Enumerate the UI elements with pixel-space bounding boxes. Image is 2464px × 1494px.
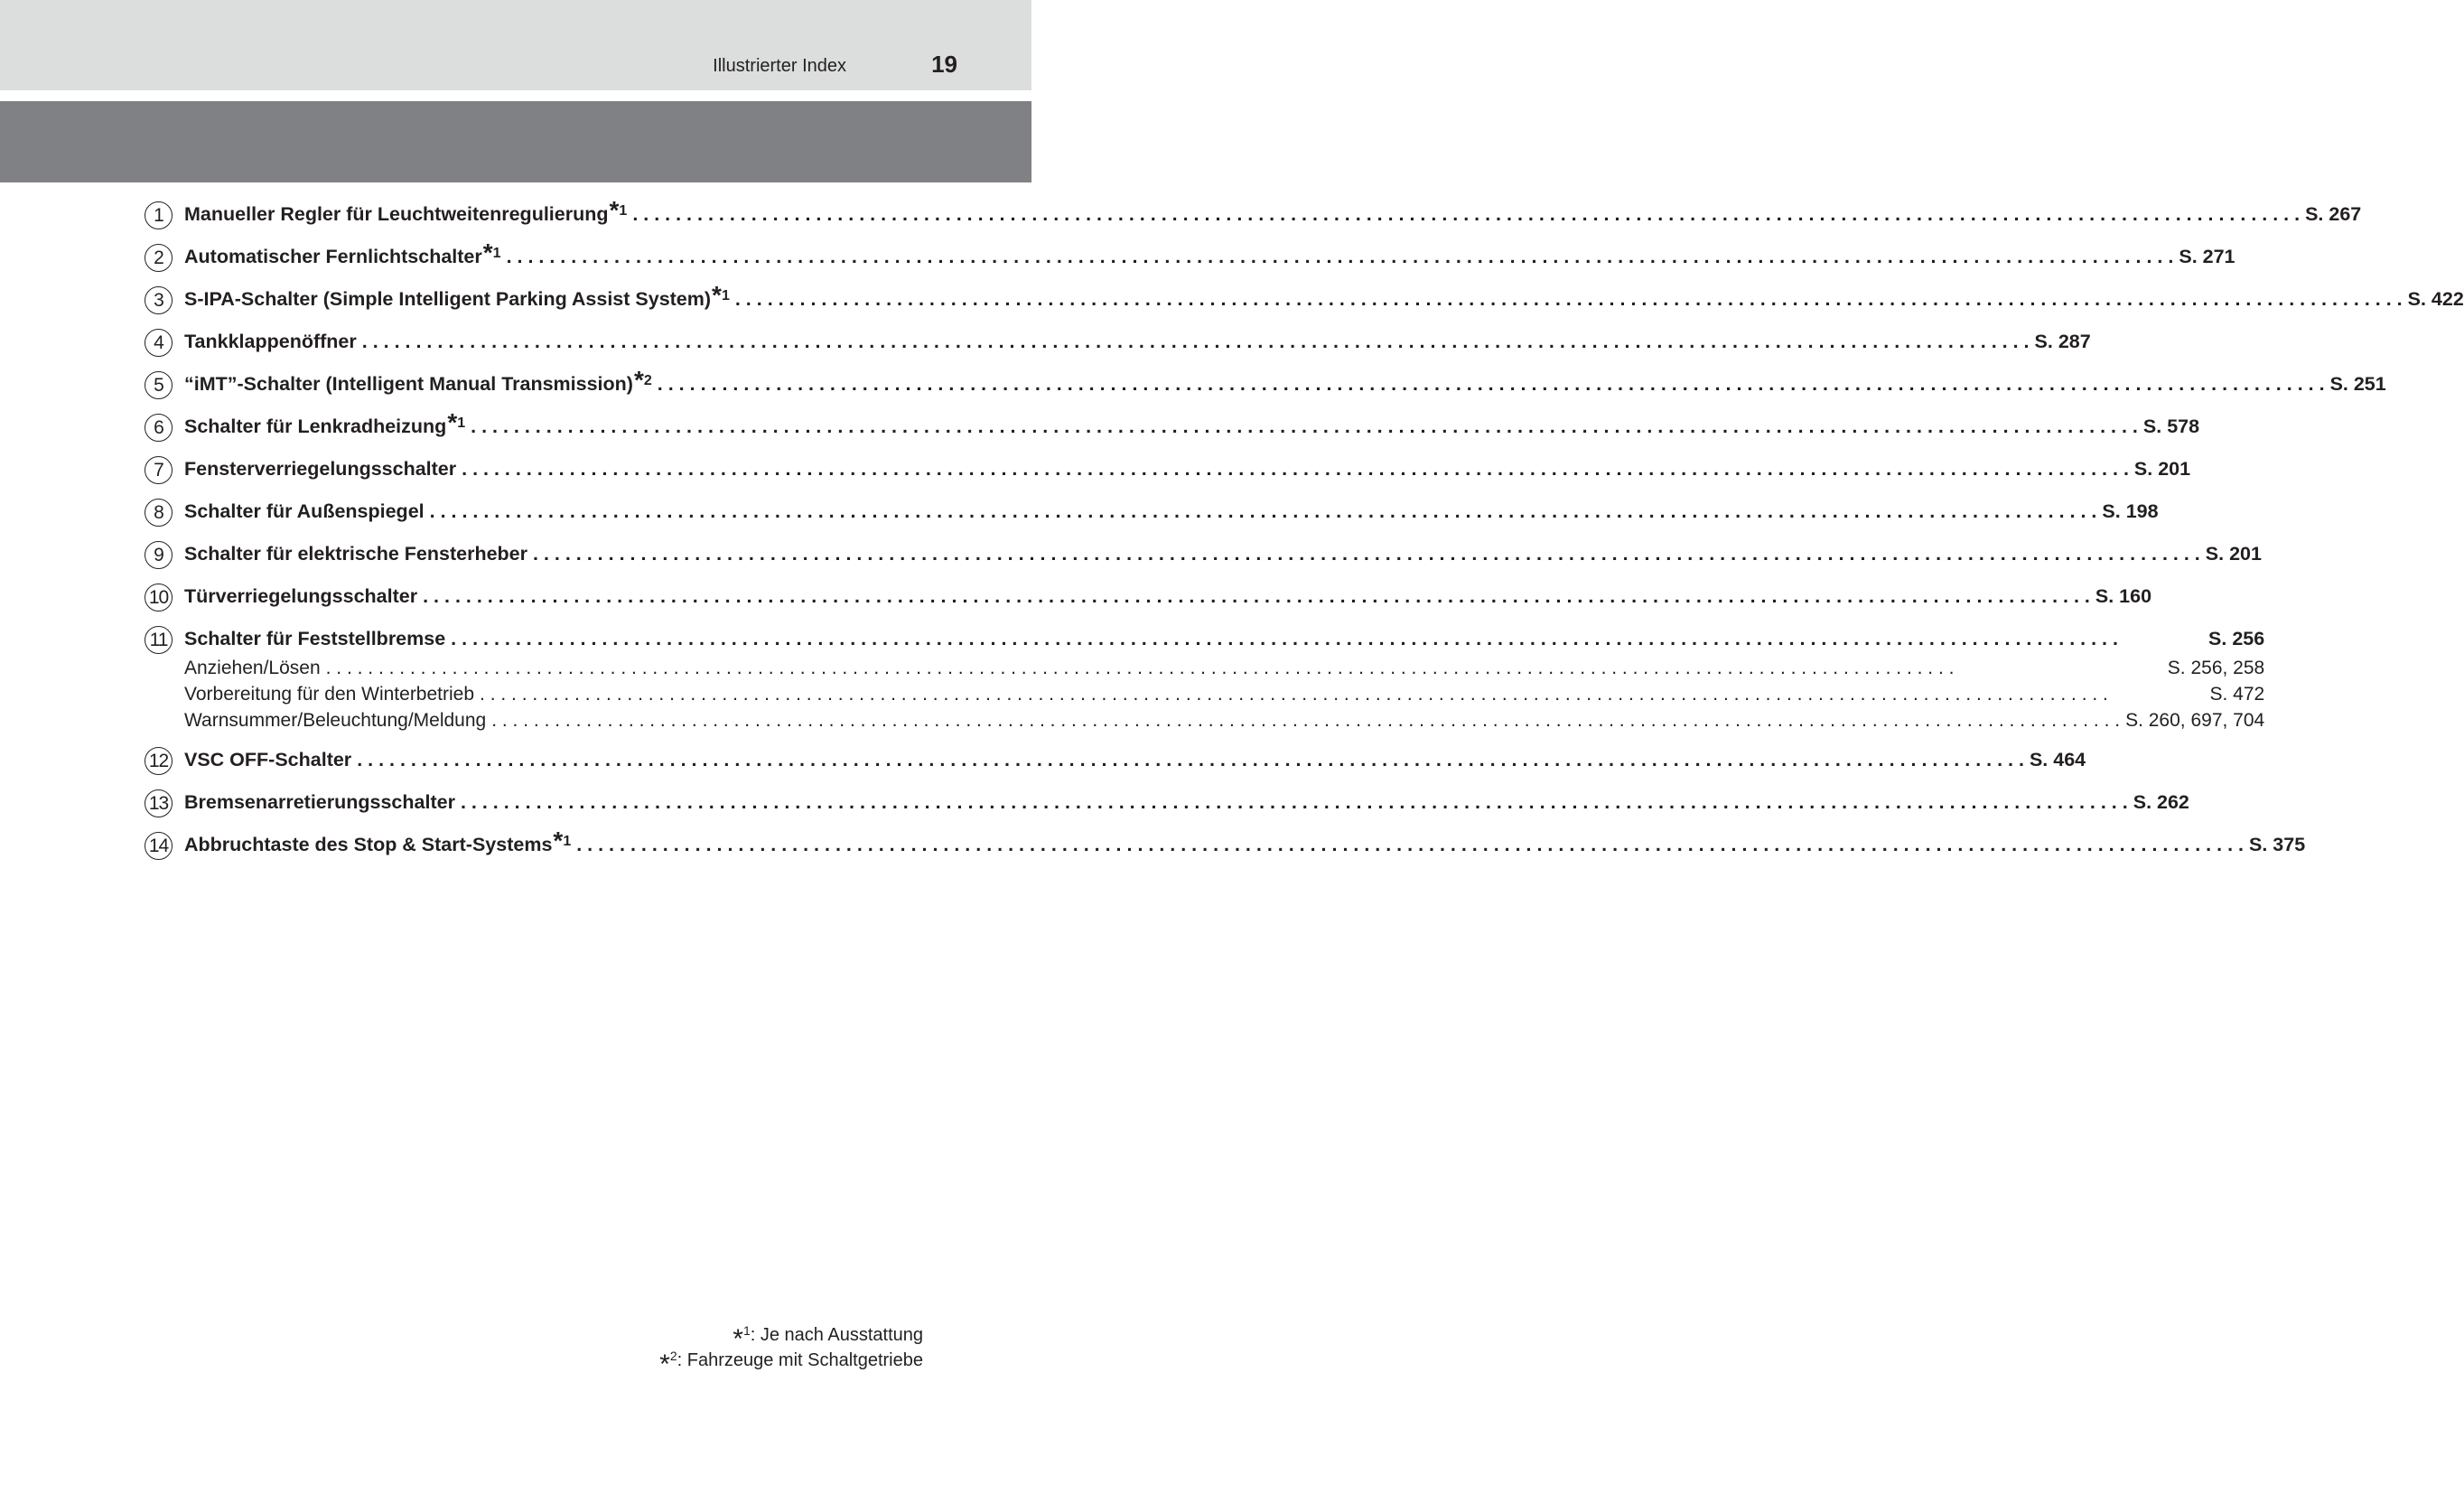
- entry-label-text: Türverriegelungsschalter: [184, 585, 418, 607]
- sub-entry[interactable]: [184, 655, 2264, 681]
- entry-label: [184, 538, 527, 570]
- entry-body: [184, 326, 2091, 358]
- page-reference[interactable]: S. 472: [2209, 684, 2265, 705]
- dot-leader: [430, 496, 2097, 528]
- entry-label-text: Automatischer Fernlichtschalter: [184, 246, 482, 267]
- dot-leader: [362, 326, 2030, 358]
- index-entry[interactable]: [145, 408, 2200, 443]
- sub-entry-label: Anziehen/Lösen: [184, 658, 321, 678]
- footnote-number: 1: [492, 246, 501, 261]
- index-entry[interactable]: [145, 787, 2189, 818]
- entry-label: [184, 581, 417, 612]
- entry-line: [184, 453, 2190, 485]
- entry-label-text: Abbruchtaste des Stop & Start-Systems: [184, 834, 553, 855]
- index-entry[interactable]: [145, 238, 2235, 273]
- index-entry[interactable]: [145, 826, 2306, 861]
- page-reference[interactable]: S. 160: [2095, 585, 2152, 607]
- index-entry[interactable]: [145, 196, 2362, 230]
- footnote-number: 1: [619, 203, 628, 219]
- entry-label-text: “iMT”-Schalter (Intelligent Manual Transmission): [184, 373, 633, 395]
- entry-line: [184, 787, 2189, 818]
- page-reference[interactable]: S. 422: [2407, 288, 2464, 310]
- page-reference[interactable]: S. 287: [2034, 331, 2091, 352]
- entry-line: [184, 326, 2091, 358]
- entry-label-text: Tankklappenöffner: [184, 331, 357, 352]
- asterisk-icon: *: [712, 281, 722, 309]
- index-entry[interactable]: [145, 744, 2086, 776]
- entry-line: [184, 408, 2200, 443]
- entry-label: [184, 787, 455, 818]
- entry-body: [184, 496, 2159, 528]
- entry-line: [184, 496, 2159, 528]
- footnote-marker: [482, 238, 501, 266]
- index-entry[interactable]: [145, 453, 2191, 485]
- callout-number: 7: [145, 456, 173, 484]
- dot-leader: [471, 411, 2138, 443]
- callout-number: 1: [145, 201, 173, 229]
- sub-entry-label: Warnsummer/Beleuchtung/Meldung: [184, 710, 487, 731]
- entry-body: [184, 453, 2190, 485]
- section-banner: [0, 101, 1031, 182]
- footnote-number: 1: [742, 1323, 751, 1338]
- callout-number: 11: [145, 626, 173, 654]
- page-reference[interactable]: S. 464: [2029, 749, 2086, 770]
- entry-label: [184, 366, 652, 400]
- entry-label-text: Schalter für elektrische Fensterheber: [184, 543, 527, 565]
- entry-body: [184, 408, 2200, 443]
- callout-number: 9: [145, 541, 173, 569]
- callout-number: 13: [145, 789, 173, 817]
- index-entry[interactable]: [145, 326, 2091, 358]
- index-entry[interactable]: [145, 281, 2464, 315]
- footnotes: [659, 1322, 923, 1379]
- asterisk-icon: *: [633, 366, 644, 394]
- footnote-marker: [553, 826, 572, 854]
- callout-number: 14: [145, 832, 173, 860]
- entry-line: [184, 238, 2235, 273]
- dot-leader: [533, 538, 2200, 570]
- asterisk-icon: *: [733, 1324, 743, 1354]
- footnote-number: 2: [643, 373, 652, 388]
- header-gap: [0, 90, 1031, 101]
- callout-number: 5: [145, 371, 173, 399]
- entry-label: [184, 408, 466, 443]
- footnote: [659, 1348, 923, 1379]
- page-reference[interactable]: S. 198: [2102, 500, 2159, 522]
- entry-body: [184, 826, 2306, 861]
- entry-label-text: Fensterverriegelungsschalter: [184, 458, 457, 480]
- entry-line: [184, 826, 2306, 861]
- page-reference[interactable]: S. 375: [2249, 834, 2306, 855]
- entry-label: [184, 496, 425, 528]
- entry-line: [184, 196, 2362, 230]
- asterisk-icon: *: [482, 238, 493, 266]
- callout-number: 4: [145, 329, 173, 357]
- page-number: 19: [931, 51, 957, 78]
- dot-leader: [576, 829, 2244, 861]
- footnote-number: 1: [457, 416, 466, 431]
- entry-label-text: VSC OFF-Schalter: [184, 749, 352, 770]
- footnote-text: : Je nach Ausstattung: [750, 1325, 923, 1345]
- entry-label-text: Manueller Regler für Leuchtweitenregulierung: [184, 203, 609, 225]
- page-reference[interactable]: S. 201: [2205, 543, 2262, 565]
- entry-label: [184, 281, 730, 315]
- index-entry[interactable]: [145, 538, 2262, 570]
- entry-label: [184, 196, 628, 230]
- callout-number: 12: [145, 747, 173, 775]
- index-list: [145, 196, 2464, 872]
- footnote-marker: [633, 366, 652, 394]
- page-reference[interactable]: S. 267: [2305, 203, 2362, 225]
- page-reference[interactable]: S. 256: [2208, 628, 2265, 649]
- dot-leader: [632, 199, 2300, 230]
- page-reference[interactable]: S. 201: [2133, 458, 2191, 480]
- page-reference[interactable]: S. 251: [2329, 373, 2386, 395]
- entry-label: [184, 744, 351, 776]
- asterisk-icon: *: [659, 1349, 670, 1379]
- index-entry[interactable]: [145, 496, 2159, 528]
- entry-label-text: Bremsenarretierungsschalter: [184, 791, 455, 813]
- entry-body: [184, 538, 2262, 570]
- footnote-number: 1: [721, 288, 730, 303]
- dot-leader: [357, 744, 2024, 776]
- entry-body: [184, 196, 2362, 230]
- dot-leader: [480, 681, 2204, 707]
- entry-line: [184, 581, 2151, 612]
- entry-body: [184, 366, 2386, 400]
- dot-leader: [491, 707, 2120, 733]
- entry-line: [184, 281, 2464, 315]
- dot-leader: [735, 284, 2403, 315]
- entry-label: [184, 623, 445, 655]
- footnote: [659, 1322, 923, 1354]
- entry-label: [184, 453, 456, 485]
- entry-body: [184, 281, 2464, 315]
- sub-entry[interactable]: [184, 681, 2264, 707]
- page-reference[interactable]: S. 271: [2179, 246, 2235, 267]
- callout-number: 2: [145, 244, 173, 272]
- entry-line: [184, 623, 2264, 655]
- page-reference[interactable]: S. 262: [2133, 791, 2189, 813]
- entry-line: [184, 538, 2262, 570]
- entry-body: [184, 581, 2151, 612]
- asterisk-icon: *: [553, 826, 564, 854]
- entry-label: [184, 826, 572, 861]
- page-reference[interactable]: S. 260, 697, 704: [2125, 710, 2265, 731]
- dot-leader: [507, 241, 2174, 273]
- asterisk-icon: *: [609, 196, 620, 224]
- asterisk-icon: *: [447, 408, 458, 436]
- index-entry[interactable]: [145, 581, 2152, 612]
- callout-number: 3: [145, 286, 173, 314]
- entry-label-text: Schalter für Außenspiegel: [184, 500, 425, 522]
- callout-number: 8: [145, 499, 173, 527]
- entry-body: [184, 623, 2264, 733]
- entry-line: [184, 366, 2386, 400]
- entry-label-text: S-IPA-Schalter (Simple Intelligent Parking Assist System): [184, 288, 712, 310]
- entry-label: [184, 326, 357, 358]
- footnote-text: : Fahrzeuge mit Schaltgetriebe: [677, 1350, 923, 1370]
- page-reference[interactable]: S. 256, 258: [2167, 658, 2265, 678]
- header-band: [0, 0, 1031, 90]
- entry-line: [184, 744, 2086, 776]
- entry-body: [184, 787, 2189, 818]
- dot-leader: [462, 453, 2129, 485]
- footnote-marker: [712, 281, 730, 309]
- sub-entry[interactable]: [184, 707, 2264, 733]
- page-reference[interactable]: S. 578: [2142, 416, 2200, 437]
- dot-leader: [423, 581, 2090, 612]
- callout-number: 6: [145, 414, 173, 442]
- footnote-marker: [609, 196, 628, 224]
- sub-entry-label: Vorbereitung für den Winterbetrieb: [184, 684, 475, 705]
- index-entry[interactable]: [145, 623, 2265, 733]
- entry-label-text: Schalter für Feststellbremse: [184, 628, 446, 649]
- footnote-number: 1: [563, 834, 572, 849]
- entry-body: [184, 744, 2086, 776]
- footnote-marker: [447, 408, 466, 436]
- dot-leader: [451, 623, 2203, 655]
- index-entry[interactable]: [145, 366, 2386, 400]
- entry-body: [184, 238, 2235, 273]
- dot-leader: [326, 655, 2162, 681]
- footnote-number: 2: [669, 1349, 677, 1363]
- entry-label: [184, 238, 501, 273]
- dot-leader: [658, 369, 2325, 400]
- section-title: Illustrierter Index: [713, 56, 846, 76]
- dot-leader: [461, 787, 2128, 818]
- entry-label-text: Schalter für Lenkradheizung: [184, 416, 447, 437]
- callout-number: 10: [145, 584, 173, 612]
